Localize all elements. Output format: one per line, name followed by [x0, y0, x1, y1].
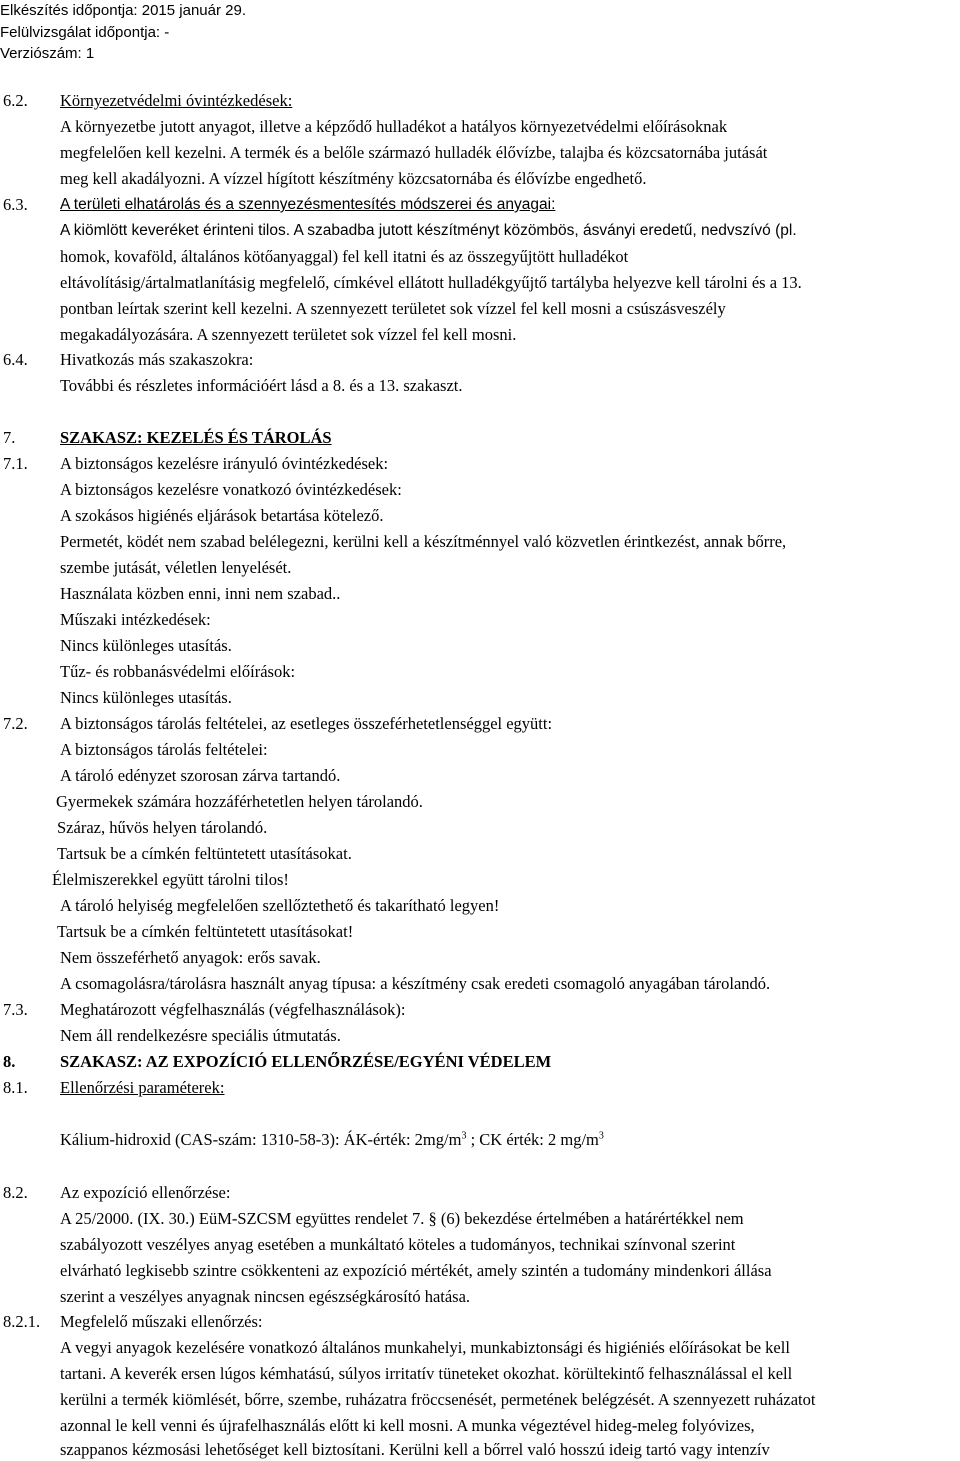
section-heading: SZAKASZ: AZ EXPOZÍCIÓ ELLENŐRZÉSE/EGYÉNI VÉDELEM [60, 1052, 552, 1071]
paragraph-line: pontban leírtak szerint kell kezelni. A szennyezett területet sok vízzel fel kell mosni a csúszásveszély [60, 299, 726, 318]
paragraph-line: homok, kovaföld, általános kötőanyaggal) fel kell itatni és az összegyűjtött hulladékot [60, 247, 629, 266]
paragraph-line: A tároló helyiség megfelelően szellőztethető és takarítható legyen! [60, 896, 500, 915]
paragraph-line: megfelelően kell kezelni. A termék és a belőle származó hulladék élővízbe, talajba és közcsatornába jutását [60, 143, 768, 162]
paragraph-line: szabályozott veszélyes anyag esetében a munkáltató köteles a tudományos, technikai színvonal szerint [60, 1235, 736, 1254]
paragraph-line: A csomagolásra/tárolásra használt anyag típusa: a készítmény csak eredeti csomagoló anyagában tárolandó. [60, 974, 771, 993]
section-number: 7.1. [3, 454, 28, 473]
section-title: A biztonságos kezelésre irányuló óvintézkedések: [60, 454, 389, 473]
paragraph-line: Gyermekek számára hozzáférhetetlen helyen tárolandó. [56, 792, 423, 811]
exposure-limit-line [60, 1130, 604, 1150]
paragraph-line: Nincs különleges utasítás. [60, 688, 232, 707]
paragraph-line: kerülni a termék kiömlését, bőrre, szembe, ruházatra fröccsenését, permetének belégzését. A szennyezett ruházatot [60, 1390, 816, 1409]
section-title: A területi elhatárolás és a szennyezésmentesítés módszerei és anyagai: [60, 196, 556, 213]
paragraph-line: megakadályozására. A szennyezett területet sok vízzel fel kell mosni. [60, 325, 517, 344]
paragraph-line: Tűz- és robbanásvédelmi előírások: [60, 662, 296, 681]
unit-superscript: 3 [461, 1130, 467, 1142]
limit-text-b: ; CK érték: 2 mg/m [466, 1130, 599, 1149]
paragraph-line: A vegyi anyagok kezelésére vonatkozó általános munkahelyi, munkabiztonsági és higiéniés előírásokat be kell [60, 1338, 790, 1357]
paragraph-line: Nem összeférhető anyagok: erős savak. [60, 948, 321, 967]
paragraph-line: Nem áll rendelkezésre speciális útmutatás. [60, 1026, 341, 1045]
creation-date: Elkészítés időpontja: 2015 január 29. [0, 2, 246, 19]
paragraph-line: Tartsuk be a címkén feltüntetett utasításokat! [57, 922, 354, 941]
section-title: Környezetvédelmi óvintézkedések: [60, 91, 293, 110]
paragraph-line: A tároló edényzet szorosan zárva tartandó. [60, 766, 341, 785]
paragraph-line: azonnal le kell venni és újrafelhasználás előtt ki kell mosni. A munka végeztével hideg-meleg folyóvizes, [60, 1416, 755, 1435]
paragraph-line: Műszaki intézkedések: [60, 610, 211, 629]
paragraph-line: tartani. A keverék ersen lúgos kémhatású, súlyos irritatív tüneteket okozhat. körültekintő felhasználással el kell [60, 1364, 793, 1383]
paragraph-line: Tartsuk be a címkén feltüntetett utasításokat. [57, 844, 352, 863]
section-number: 6.4. [3, 350, 28, 369]
paragraph-line: A kiömlött keveréket érinteni tilos. A szabadba jutott készítményt közömbös, ásványi eredetű, nedvszívó (pl. [60, 222, 797, 239]
section-number: 6.3. [3, 195, 28, 214]
section-number: 8.1. [3, 1078, 28, 1097]
section-number: 7.3. [3, 1000, 28, 1019]
document-header [0, 0, 246, 65]
section-title: A biztonságos tárolás feltételei, az esetleges összeférhetetlenséggel együtt: [60, 714, 553, 733]
section-heading: SZAKASZ: KEZELÉS ÉS TÁROLÁS [60, 428, 332, 447]
paragraph-line: Permetét, ködét nem szabad belélegezni, kerülni kell a készítménnyel való közvetlen érintkezést, annak bőrre, [60, 532, 787, 551]
version-number: Verziószám: 1 [0, 45, 95, 62]
unit-superscript: 3 [598, 1130, 604, 1142]
section-title: Ellenőrzési paraméterek: [60, 1078, 225, 1097]
paragraph-line: Nincs különleges utasítás. [60, 636, 232, 655]
limit-text-a: Kálium-hidroxid (CAS-szám: 1310-58-3): ÁK-érték: 2mg/m [60, 1130, 462, 1149]
section-title: Hivatkozás más szakaszokra: [60, 350, 254, 369]
paragraph-line: szappanos kézmosási lehetőséget kell biztosítani. Kerülni kell a bőrrel való hosszú ideig tartó vagy intenzív [60, 1440, 770, 1459]
paragraph-line: szerint a veszélyes anyagnak nincsen egészségkárosító hatása. [60, 1287, 471, 1306]
section-title: Az expozíció ellenőrzése: [60, 1183, 231, 1202]
section-number: 8.2. [3, 1183, 28, 1202]
section-number: 8. [3, 1052, 16, 1071]
paragraph-line: Száraz, hűvös helyen tárolandó. [57, 818, 268, 837]
paragraph-line: szembe jutását, véletlen lenyelését. [60, 558, 292, 577]
paragraph-line: A biztonságos tárolás feltételei: [60, 740, 268, 759]
paragraph-line: A 25/2000. (IX. 30.) EüM-SZCSM együttes rendelet 7. § (6) bekezdése értelmében a határértékkel nem [60, 1209, 744, 1228]
paragraph-line: A környezetbe jutott anyagot, illetve a képződő hulladékot a hatályos környezetvédelmi előírásoknak [60, 117, 728, 136]
paragraph-line: A biztonságos kezelésre vonatkozó óvintézkedések: [60, 480, 402, 499]
paragraph-line: meg kell akadályozni. A vízzel hígított készítmény közcsatornába és élővízbe engedhető. [60, 169, 647, 188]
section-number: 7.2. [3, 714, 28, 733]
paragraph-line: eltávolításig/ártalmatlanításig megfelelő, címkével ellátott hulladékgyűjtő tartályba helyezve kell tárolni és a 13. [60, 273, 802, 292]
paragraph-line: További és részletes információért lásd a 8. és a 13. szakaszt. [60, 376, 463, 395]
revision-date: Felülvizsgálat időpontja: - [0, 23, 170, 41]
paragraph-line: elvárható legkisebb szintre csökkenteni az expozíció mértékét, amely szintén a tudomány mindenkori állása [60, 1261, 772, 1280]
paragraph-line: Használata közben enni, inni nem szabad.. [60, 584, 341, 603]
section-number: 6.2. [3, 91, 28, 110]
section-title: Meghatározott végfelhasználás (végfelhasználások): [60, 1000, 406, 1019]
paragraph-line: A szokásos higiénés eljárások betartása kötelező. [60, 506, 384, 525]
section-number: 8.2.1. [3, 1312, 41, 1331]
section-title: Megfelelő műszaki ellenőrzés: [60, 1312, 263, 1331]
paragraph-line: Élelmiszerekkel együtt tárolni tilos! [52, 870, 289, 889]
section-number: 7. [3, 428, 16, 447]
